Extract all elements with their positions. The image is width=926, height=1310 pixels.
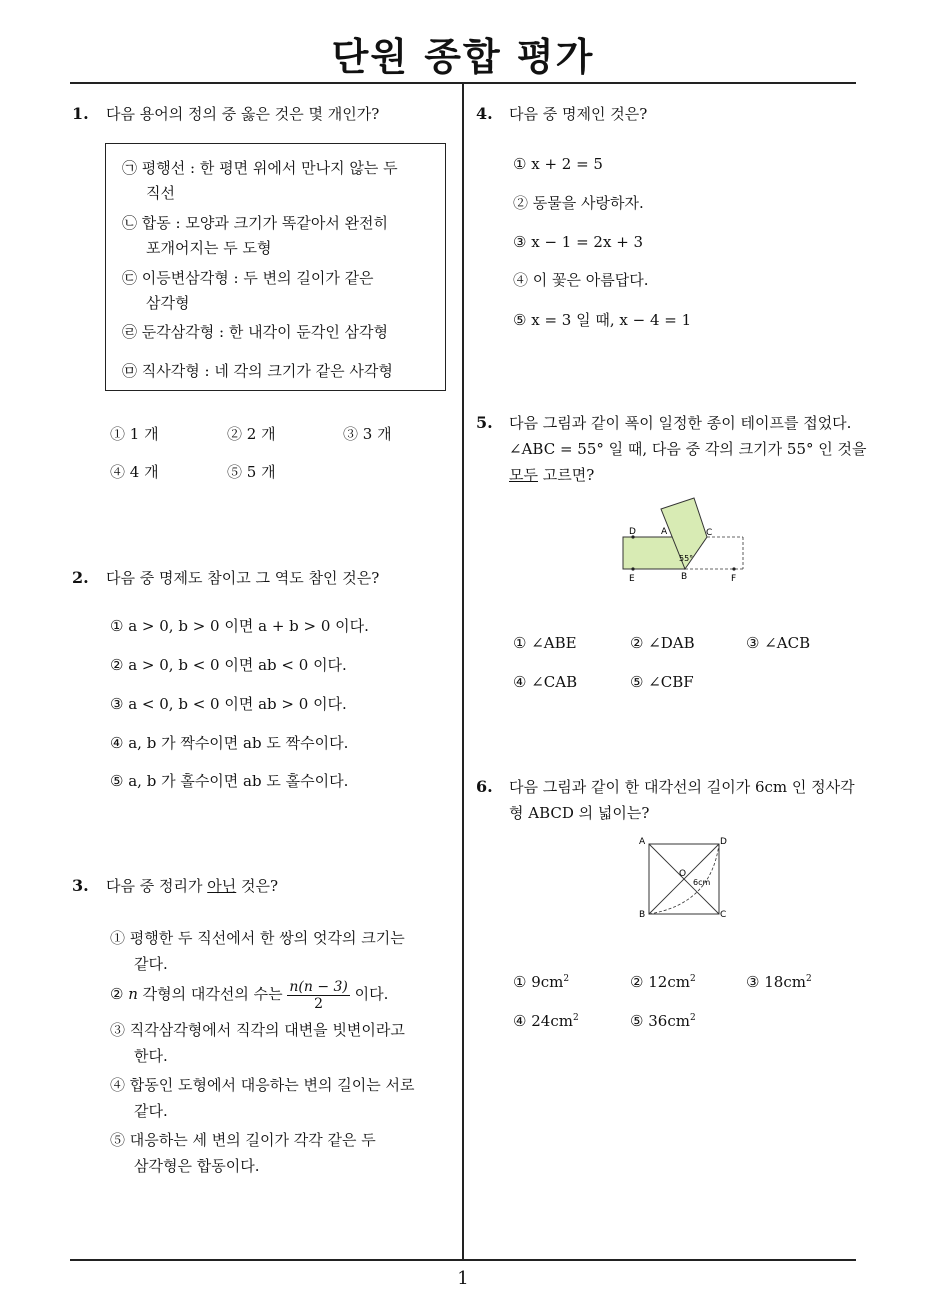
- question-number: 4.: [476, 104, 493, 123]
- option-3[interactable]: ③ a < 0, b < 0 이면 ab > 0 이다.: [110, 695, 347, 713]
- label-a: A: [661, 527, 668, 537]
- option-4[interactable]: ④ 4 개: [110, 463, 159, 481]
- option-5[interactable]: ⑤ 대응하는 세 변의 길이가 각각 같은 두 삼각형은 합동이다.: [110, 1131, 376, 1175]
- option-2[interactable]: ② ∠DAB: [630, 634, 695, 652]
- option-5[interactable]: ⑤ ∠CBF: [630, 673, 694, 691]
- option-2[interactable]: ② 동물을 사랑하자.: [513, 194, 644, 212]
- question-number: 2.: [72, 568, 89, 587]
- option-2[interactable]: ② $12cm^2$: [630, 973, 696, 991]
- option-5[interactable]: ⑤ 5 개: [227, 463, 276, 481]
- point-f: [732, 567, 735, 570]
- question-text: 다음 용어의 정의 중 옳은 것은 몇 개인가?: [106, 105, 380, 123]
- box-item-2: ㉡ 합동 : 모양과 크기가 똑같아서 완전히 포개어지는 두 도형: [122, 214, 389, 257]
- question-number: 5.: [476, 413, 493, 432]
- label-b: B: [639, 910, 646, 920]
- option-3[interactable]: ③ 직각삼각형에서 직각의 대변을 빗변이라고 한다.: [110, 1021, 405, 1065]
- label-b: B: [681, 572, 688, 582]
- question-text: 다음 중 정리가 아닌 것은?: [106, 877, 279, 895]
- question-text: 다음 중 명제인 것은?: [509, 105, 648, 123]
- option-5[interactable]: ⑤ $36cm^2$: [630, 1012, 696, 1030]
- label-a: A: [639, 837, 646, 847]
- label-o: O: [679, 869, 687, 879]
- option-3[interactable]: ③ x − 1 = 2x + 3: [513, 233, 644, 251]
- length-label: 6cm: [693, 878, 711, 887]
- column-divider: [462, 83, 464, 1260]
- option-1[interactable]: ① x + 2 = 5: [513, 155, 603, 173]
- label-e: E: [629, 574, 635, 584]
- folded-tape-figure: [615, 495, 755, 590]
- option-4[interactable]: ④ 이 꽃은 아름답다.: [513, 271, 649, 289]
- option-4[interactable]: ④ ∠CAB: [513, 673, 578, 691]
- option-1[interactable]: ① $9cm^2$: [513, 973, 570, 991]
- option-5[interactable]: ⑤ x = 3 일 때, x − 4 = 1: [513, 311, 692, 329]
- box-item-4: ㉣ 둔각삼각형 : 한 내각이 둔각인 삼각형: [122, 323, 389, 341]
- option-4[interactable]: ④ 합동인 도형에서 대응하는 변의 길이는 서로 같다.: [110, 1076, 415, 1120]
- page-title: 단원 종합 평가: [331, 35, 595, 79]
- option-4[interactable]: ④ a, b 가 짝수이면 ab 도 짝수이다.: [110, 734, 349, 752]
- page-number: 1: [457, 1268, 469, 1289]
- box-item-1: ㉠ 평행선 : 한 평면 위에서 만나지 않는 두 직선: [122, 159, 398, 202]
- option-3[interactable]: ③ 3 개: [343, 425, 392, 443]
- label-c: C: [706, 528, 713, 538]
- option-1[interactable]: ① a > 0, b > 0 이면 a + b > 0 이다.: [110, 617, 369, 635]
- option-1[interactable]: ① 평행한 두 직선에서 한 쌍의 엇각의 크기는 같다.: [110, 929, 405, 973]
- question-number: 6.: [476, 777, 493, 796]
- label-c: C: [720, 910, 727, 920]
- label-f: F: [731, 574, 737, 584]
- angle-label: 55°: [679, 554, 694, 563]
- option-2[interactable]: ② 2 개: [227, 425, 276, 443]
- label-d: D: [629, 527, 636, 537]
- option-1[interactable]: ① 1 개: [110, 425, 159, 443]
- option-3[interactable]: ③ ∠ACB: [746, 634, 811, 652]
- box-item-3: ㉢ 이등변삼각형 : 두 변의 길이가 같은 삼각형: [122, 269, 374, 312]
- question-number: 1.: [72, 104, 89, 123]
- label-d: D: [720, 837, 727, 847]
- square-figure: [633, 832, 733, 924]
- fraction: $\frac{n(n - 3)}{2}$: [289, 978, 348, 1012]
- point-e: [631, 567, 634, 570]
- question-number: 3.: [72, 876, 89, 895]
- option-2[interactable]: ② n 각형의 대각선의 수는 $\frac{n(n - 3)}{2}$ 이다.: [110, 978, 389, 1012]
- question-text: 다음 중 명제도 참이고 그 역도 참인 것은?: [106, 569, 380, 587]
- option-5[interactable]: ⑤ a, b 가 홀수이면 ab 도 홀수이다.: [110, 772, 349, 790]
- option-1[interactable]: ① ∠ABE: [513, 634, 577, 652]
- box-item-5: ㉤ 직사각형 : 네 각의 크기가 같은 사각형: [122, 362, 393, 380]
- option-3[interactable]: ③ $18cm^2$: [746, 973, 812, 991]
- question-text: 다음 그림과 같이 한 대각선의 길이가 6cm 인 정사각 형 ABCD 의 넓이는?: [509, 778, 855, 822]
- bottom-rule: [70, 1259, 856, 1261]
- option-2[interactable]: ② a > 0, b < 0 이면 ab < 0 이다.: [110, 656, 347, 674]
- question-text: 다음 그림과 같이 폭이 일정한 종이 테이프를 접었다. ∠ABC = 55° 일 때, 다음 중 각의 크기가 55° 인 것을 모두 고르면?: [509, 414, 867, 484]
- option-4[interactable]: ④ $24cm^2$: [513, 1012, 579, 1030]
